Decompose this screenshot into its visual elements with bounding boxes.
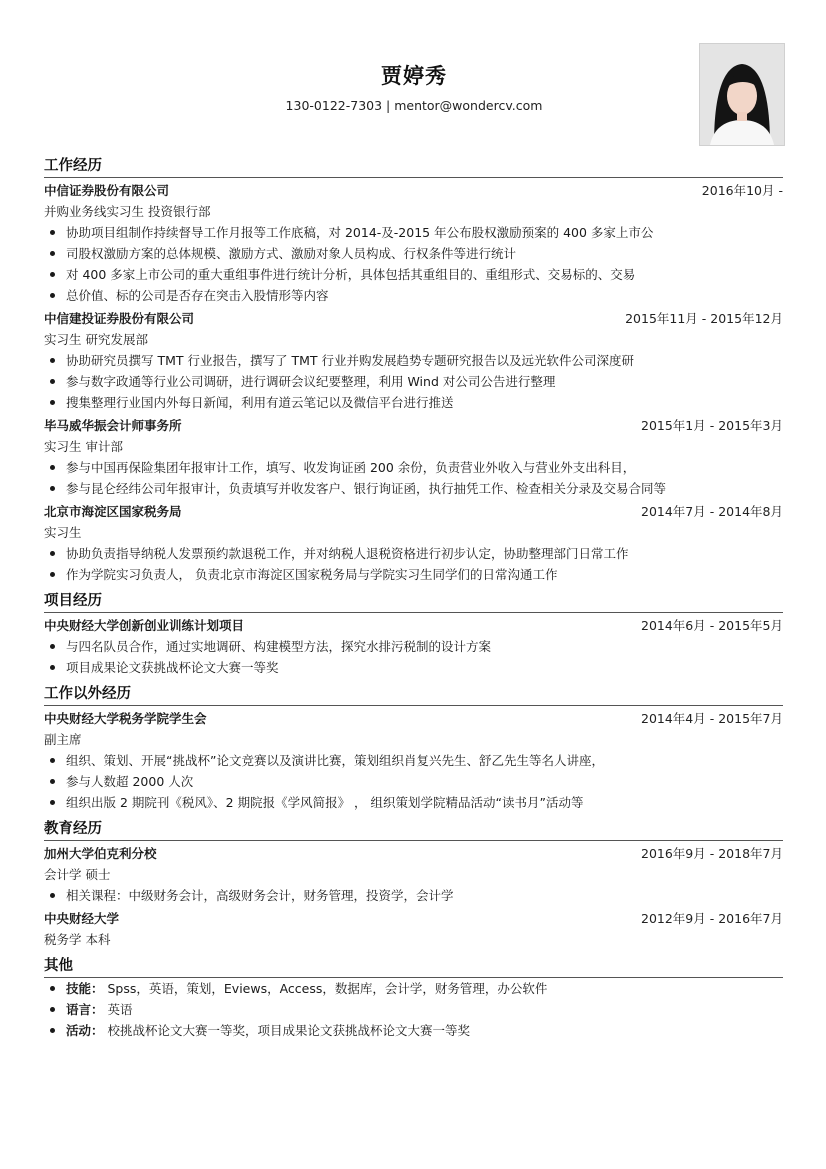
work-entry [44, 180, 783, 306]
bullet-item: 司股权激励方案的总体规模、激励方式、激励对象人员构成、行权条件等进行统计 [44, 243, 783, 264]
bullet-item: 对 400 多家上市公司的重大重组事件进行统计分析，具体包括其重组目的、重组形式、交易标的、交易 [44, 264, 783, 285]
work-entry [44, 415, 783, 499]
bullet-item: 作为学院实习负责人， 负责北京市海淀区国家税务局与学院实习生同学们的日常沟通工作 [44, 564, 783, 585]
other-list [44, 978, 783, 1041]
education-entry [44, 843, 783, 906]
entry-date: 2016年10月 - [701, 183, 783, 198]
project-entry [44, 615, 783, 678]
entry-date: 2015年11月 - 2015年12月 [625, 311, 783, 326]
item-label: 技能： [66, 981, 104, 996]
work-entry [44, 501, 783, 585]
resume-header [44, 60, 784, 113]
portrait-image [700, 44, 784, 145]
contact-info: 130-0122-7303 | mentor@wondercv.com [285, 98, 543, 113]
section-title-projects: 项目经历 [44, 591, 783, 613]
bullet-item: 协助负责指导纳税人发票预约款退税工作，并对纳税人退税资格进行初步认定，协助整理部门日常工作 [44, 543, 783, 564]
entry-date: 2014年6月 - 2015年5月 [641, 618, 783, 633]
item-label: 活动： [66, 1023, 104, 1038]
org-name: 中信建投证券股份有限公司 [44, 311, 195, 326]
item-value: 英语 [107, 1002, 133, 1017]
bullet-item: 组织、策划、开展“挑战杯”论文竞赛以及演讲比赛，策划组织肖复兴先生、舒乙先生等名人讲座， [44, 750, 783, 771]
entry-role: 副主席 [44, 732, 82, 747]
bullet-item: 组织出版 2 期院刊《税风》、2 期院报《学风简报》 ， 组织策划学院精品活动“读书月”活动等 [44, 792, 783, 813]
school-name: 中央财经大学 [44, 911, 120, 926]
entry-role: 实习生 [44, 525, 82, 540]
bullet-item: 与四名队员合作，通过实地调研、构建模型方法，探究水排污税制的设计方案 [44, 636, 783, 657]
extra-entry [44, 708, 783, 813]
section-title-education: 教育经历 [44, 819, 783, 841]
entry-date: 2015年1月 - 2015年3月 [641, 418, 783, 433]
entry-role: 并购业务线实习生 投资银行部 [44, 204, 211, 219]
resume-body [44, 150, 783, 1041]
bullet-item: 参与中国再保险集团年报审计工作，填写、收发询证函 200 余份，负责营业外收入与营业外支出科目， [44, 457, 783, 478]
profile-photo [699, 43, 785, 146]
org-name: 毕马威华振会计师事务所 [44, 418, 182, 433]
section-title-extra: 工作以外经历 [44, 684, 783, 706]
activity-item [44, 1020, 783, 1041]
org-name: 中央财经大学创新创业训练计划项目 [44, 618, 245, 633]
degree: 会计学 硕士 [44, 867, 111, 882]
item-value: Spss，英语，策划，Eviews，Access，数据库，会计学，财务管理，办公软件 [107, 981, 548, 996]
bullet-item: 相关课程：中级财务会计，高级财务会计，财务管理，投资学，会计学 [44, 885, 783, 906]
section-title-work: 工作经历 [44, 156, 783, 178]
skills-item [44, 978, 783, 999]
org-name: 中央财经大学税务学院学生会 [44, 711, 207, 726]
section-title-other: 其他 [44, 956, 783, 978]
org-name: 中信证券股份有限公司 [44, 183, 170, 198]
language-item [44, 999, 783, 1020]
bullet-item: 参与昆仑经纬公司年报审计，负责填写并收发客户、银行询证函，执行抽凭工作、检查相关分录及交易合同等 [44, 478, 783, 499]
bullet-item: 协助项目组制作持续督导工作月报等工作底稿，对 2014-及-2015 年公布股权激励预案的 400 多家上市公 [44, 222, 783, 243]
bullet-item: 参与人数超 2000 人次 [44, 771, 783, 792]
bullet-item: 协助研究员撰写 TMT 行业报告，撰写了 TMT 行业并购发展趋势专题研究报告以及远光软件公司深度研 [44, 350, 783, 371]
school-name: 加州大学伯克利分校 [44, 846, 157, 861]
entry-role: 实习生 审计部 [44, 439, 123, 454]
entry-date: 2016年9月 - 2018年7月 [641, 846, 783, 861]
degree: 税务学 本科 [44, 932, 111, 947]
bullet-item: 项目成果论文获挑战杯论文大赛一等奖 [44, 657, 783, 678]
item-value: 校挑战杯论文大赛一等奖，项目成果论文获挑战杯论文大赛一等奖 [107, 1023, 471, 1038]
entry-date: 2014年7月 - 2014年8月 [641, 504, 783, 519]
entry-date: 2014年4月 - 2015年7月 [641, 711, 783, 726]
entry-date: 2012年9月 - 2016年7月 [641, 911, 783, 926]
org-name: 北京市海淀区国家税务局 [44, 504, 182, 519]
candidate-name: 贾婷秀 [381, 64, 447, 88]
entry-role: 实习生 研究发展部 [44, 332, 148, 347]
bullet-item: 总价值、标的公司是否存在突击入股情形等内容 [44, 285, 783, 306]
education-entry [44, 908, 783, 950]
bullet-item: 参与数字政通等行业公司调研，进行调研会议纪要整理，利用 Wind 对公司公告进行整理 [44, 371, 783, 392]
work-entry [44, 308, 783, 413]
bullet-item: 搜集整理行业国内外每日新闻，利用有道云笔记以及微信平台进行推送 [44, 392, 783, 413]
item-label: 语言： [66, 1002, 104, 1017]
